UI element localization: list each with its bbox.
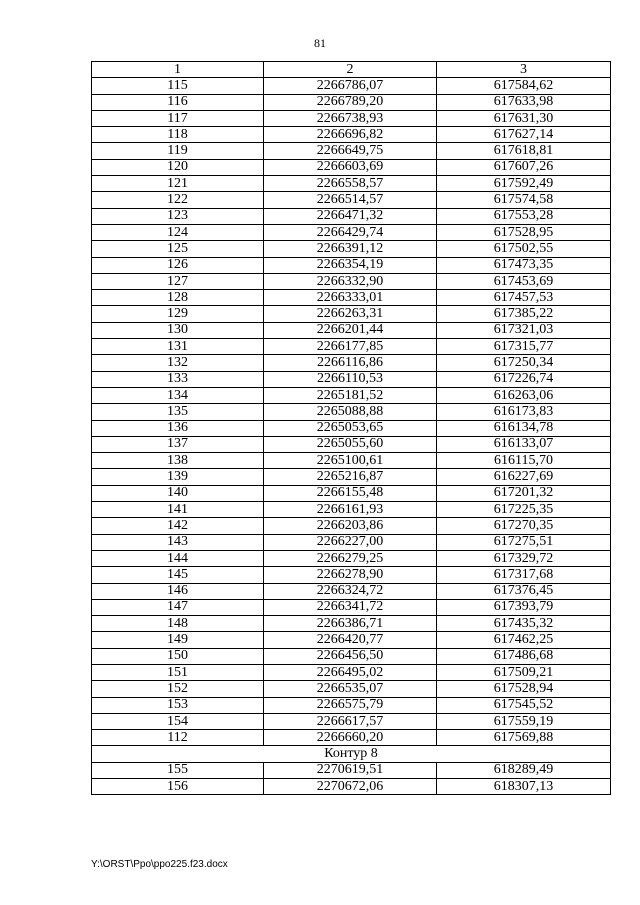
table-cell: 149 [92,632,264,648]
table-cell: 118 [92,127,264,143]
table-cell: 154 [92,713,264,729]
table-row [92,339,611,355]
page-number: 81 [314,36,326,50]
table-cell: 2266471,32 [264,208,437,224]
table-row [92,322,611,338]
table-cell: 127 [92,273,264,289]
table-row [92,436,611,452]
table-cell: 138 [92,453,264,469]
table-cell: 153 [92,697,264,713]
table-cell: 2266696,82 [264,127,437,143]
table-row [92,681,611,697]
table-cell: 2266738,93 [264,110,437,126]
table-cell: 617618,81 [437,143,611,159]
table-cell: 617385,22 [437,306,611,322]
table-cell: 2266354,19 [264,257,437,273]
table-cell: 128 [92,290,264,306]
table-cell: 2266391,12 [264,241,437,257]
table-cell: 617553,28 [437,208,611,224]
table-cell: 617584,62 [437,78,611,94]
table-row [92,241,611,257]
table-cell: 616173,83 [437,404,611,420]
table-row [92,453,611,469]
table-cell: 2266660,20 [264,730,437,746]
table-cell: 617528,95 [437,224,611,240]
table-cell: 2266514,57 [264,192,437,208]
table-cell: 141 [92,502,264,518]
table-cell: 616115,70 [437,453,611,469]
table-cell: 134 [92,387,264,403]
table-cell: 144 [92,550,264,566]
table-cell: 131 [92,339,264,355]
table-cell: 2266279,25 [264,550,437,566]
table-row [92,485,611,501]
table-cell: 617509,21 [437,664,611,680]
table-cell: 2266558,57 [264,176,437,192]
table-cell: 155 [92,762,264,778]
table-cell: 2266161,93 [264,502,437,518]
table-cell: 2266227,00 [264,534,437,550]
table-row [92,632,611,648]
table-row [92,78,611,94]
table-cell: 129 [92,306,264,322]
table-cell: 2266603,69 [264,159,437,175]
table-cell: 2266786,07 [264,78,437,94]
table-cell: 2266456,50 [264,648,437,664]
table-cell: 152 [92,681,264,697]
table-cell: 617226,74 [437,371,611,387]
table-cell: 148 [92,616,264,632]
table-cell: 140 [92,485,264,501]
table-cell: 133 [92,371,264,387]
table-row [92,583,611,599]
table-cell: 2266203,86 [264,518,437,534]
table-row [92,110,611,126]
table-header-row [92,62,611,78]
table-cell: 123 [92,208,264,224]
table-cell: 3 [437,62,611,78]
table-cell: 1 [92,62,264,78]
table-cell: 119 [92,143,264,159]
table-row [92,502,611,518]
table-cell: 617574,58 [437,192,611,208]
table-cell: 617545,52 [437,697,611,713]
table-cell: 130 [92,322,264,338]
table-cell: 617270,35 [437,518,611,534]
table-cell: 145 [92,567,264,583]
table-cell: 617607,26 [437,159,611,175]
table-cell: 617528,94 [437,681,611,697]
table-cell: 617376,45 [437,583,611,599]
table-cell: 618307,13 [437,779,611,795]
table-cell: 112 [92,730,264,746]
table-cell: 136 [92,420,264,436]
table-row [92,176,611,192]
table-row [92,534,611,550]
table-cell: 121 [92,176,264,192]
table-row [92,664,611,680]
table-cell: 2266278,90 [264,567,437,583]
table-cell: 122 [92,192,264,208]
table-row [92,355,611,371]
table-cell: 2265088,88 [264,404,437,420]
table-cell: 156 [92,779,264,795]
table-cell: 617225,35 [437,502,611,518]
table-cell: 617631,30 [437,110,611,126]
table-row [92,697,611,713]
table-cell: 617329,72 [437,550,611,566]
table-row [92,599,611,615]
table-cell: 616133,07 [437,436,611,452]
table-cell: 616134,78 [437,420,611,436]
table-cell: 617201,32 [437,485,611,501]
table-cell: 143 [92,534,264,550]
table-cell: 2266535,07 [264,681,437,697]
table-cell: 2266386,71 [264,616,437,632]
table-cell: 2270672,06 [264,779,437,795]
table-cell: 2266495,02 [264,664,437,680]
table-cell: 2265216,87 [264,469,437,485]
table-row [92,208,611,224]
table-cell: 117 [92,110,264,126]
table-cell: 120 [92,159,264,175]
table-cell: 2270619,51 [264,762,437,778]
table-cell: 2266116,86 [264,355,437,371]
table-row [92,404,611,420]
table-row [92,94,611,110]
table-row [92,730,611,746]
table-cell: 616263,06 [437,387,611,403]
table-cell: 617592,49 [437,176,611,192]
table-cell: 2266333,01 [264,290,437,306]
table-cell: 126 [92,257,264,273]
table-row [92,159,611,175]
table-cell: 135 [92,404,264,420]
table-cell: 115 [92,78,264,94]
table-cell: 150 [92,648,264,664]
table-cell: 616227,69 [437,469,611,485]
table-cell: 617317,68 [437,567,611,583]
table-cell: 125 [92,241,264,257]
table-row [92,306,611,322]
table-cell: 2266201,44 [264,322,437,338]
table-cell: 137 [92,436,264,452]
table-row [92,420,611,436]
table-cell: 617633,98 [437,94,611,110]
table-cell: 617457,53 [437,290,611,306]
table-cell: 2266177,85 [264,339,437,355]
table-row [92,192,611,208]
table-cell: 617502,55 [437,241,611,257]
table-cell: 146 [92,583,264,599]
table-cell: 132 [92,355,264,371]
table-cell: 617315,77 [437,339,611,355]
table-row [92,257,611,273]
table-cell: 617473,35 [437,257,611,273]
table-cell: 124 [92,224,264,240]
coordinates-table [91,61,611,795]
table-cell: 2265053,65 [264,420,437,436]
table-cell: 2266155,48 [264,485,437,501]
table-cell: 2266341,72 [264,599,437,615]
table-cell: 2 [264,62,437,78]
table-cell: 142 [92,518,264,534]
table-row [92,713,611,729]
table-row [92,550,611,566]
table-row [92,518,611,534]
table-cell: 2265100,61 [264,453,437,469]
table-cell: 617453,69 [437,273,611,289]
table-cell: 2266110,53 [264,371,437,387]
table-row [92,127,611,143]
section-label: Контур 8 [92,746,611,762]
table-row [92,273,611,289]
table-row [92,387,611,403]
table-row [92,143,611,159]
table-cell: 2266617,57 [264,713,437,729]
table-section-row [92,746,611,762]
table-cell: 2266420,77 [264,632,437,648]
table-cell: 2266429,74 [264,224,437,240]
table-cell: 617569,88 [437,730,611,746]
table-cell: 2266332,90 [264,273,437,289]
table-row [92,567,611,583]
table-row [92,779,611,795]
table-cell: 116 [92,94,264,110]
table-row [92,648,611,664]
table-row [92,469,611,485]
table-cell: 617275,51 [437,534,611,550]
table-cell: 2265055,60 [264,436,437,452]
table-row [92,616,611,632]
table-cell: 2266575,79 [264,697,437,713]
table-cell: 147 [92,599,264,615]
table-cell: 617627,14 [437,127,611,143]
table-cell: 617393,79 [437,599,611,615]
table-cell: 617559,19 [437,713,611,729]
table-cell: 2266789,20 [264,94,437,110]
table-cell: 2266649,75 [264,143,437,159]
table-cell: 617250,34 [437,355,611,371]
table-cell: 617321,03 [437,322,611,338]
footer-file-path: Y:\ORST\Ppo\ppo225.f23.docx [91,859,228,870]
table-cell: 2265181,52 [264,387,437,403]
table-cell: 139 [92,469,264,485]
table-cell: 617486,68 [437,648,611,664]
table-row [92,290,611,306]
table-cell: 618289,49 [437,762,611,778]
table-cell: 617462,25 [437,632,611,648]
table-row [92,371,611,387]
table-cell: 151 [92,664,264,680]
table-cell: 617435,32 [437,616,611,632]
table-cell: 2266263,31 [264,306,437,322]
table-row [92,762,611,778]
table-row [92,224,611,240]
table-cell: 2266324,72 [264,583,437,599]
